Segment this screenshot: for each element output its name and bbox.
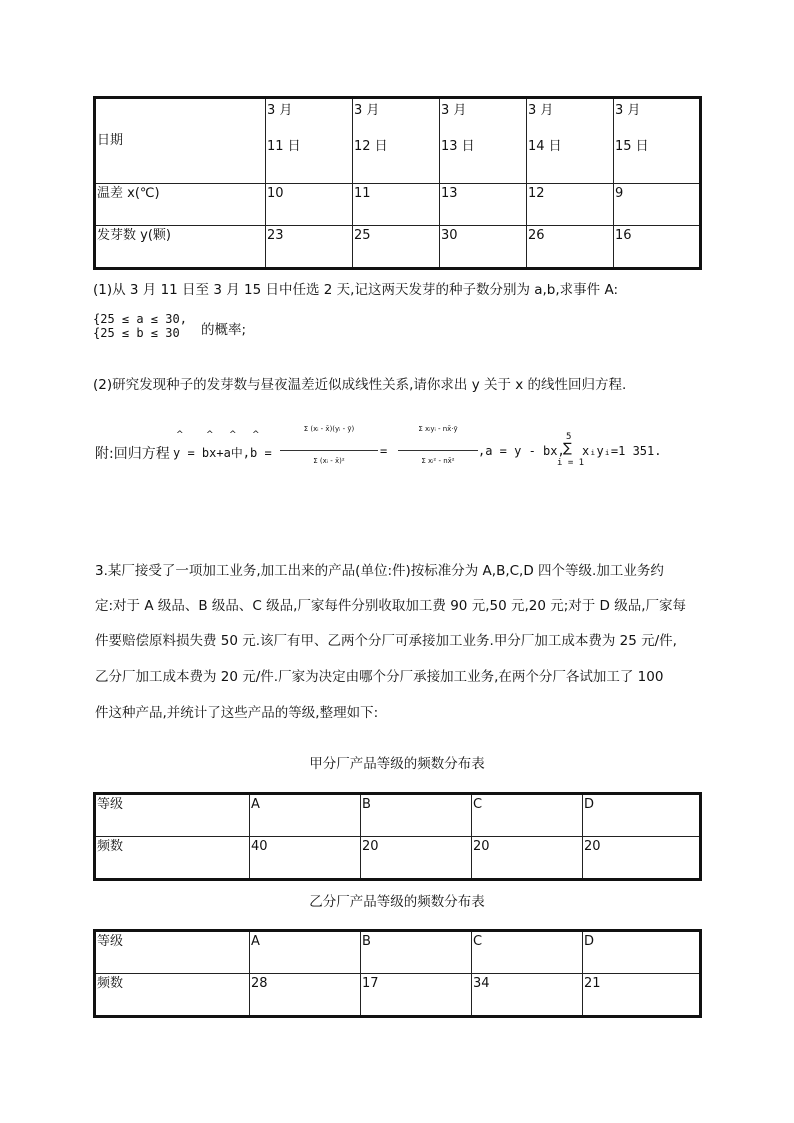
date-cell: 3 月 14 日 <box>527 98 614 184</box>
table-cell: 25 <box>353 226 440 269</box>
table-cell: 21 <box>583 974 701 1017</box>
question-2-text: (2)研究发现种子的发芽数与昼夜温差近似成线性关系,请你求出 y 关于 x 的线性回归方程. <box>93 377 627 393</box>
table-row <box>95 226 701 269</box>
sigma-icon: ∑ <box>563 441 572 456</box>
table-cell: 26 <box>527 226 614 269</box>
frac1-denominator: Σ (xᵢ - x̄)² <box>313 457 345 465</box>
table-cell: 10 <box>266 184 353 226</box>
formula-equals: = <box>380 444 388 458</box>
formula-eq2: ,a = y - bx, <box>478 444 565 458</box>
table-row <box>95 98 701 184</box>
date-cell: 3 月 11 日 <box>266 98 353 184</box>
fraction-bar <box>280 450 378 451</box>
sum-top: 5 <box>566 432 572 442</box>
table-row <box>95 837 701 880</box>
table-cell: 17 <box>361 974 472 1017</box>
problem-3-line: 定:对于 A 级品、B 级品、C 级品,厂家每件分别收取加工费 90 元,50 元,20 元;对于 D 级品,厂家每 <box>95 598 687 614</box>
condition-suffix: 的概率; <box>201 322 247 338</box>
table-cell: 28 <box>250 974 361 1017</box>
temperature-germination-table <box>93 96 702 270</box>
table-2-caption: 甲分厂产品等级的频数分布表 <box>309 756 485 772</box>
sum-expr: xᵢyᵢ=1 351. <box>582 444 662 458</box>
table-row <box>95 974 701 1017</box>
date-cell: 3 月 12 日 <box>353 98 440 184</box>
table-cell: D <box>583 931 701 974</box>
table-cell: 34 <box>472 974 583 1017</box>
problem-3-line: 乙分厂加工成本费为 20 元/件.厂家为决定由哪个分厂承接加工业务,在两个分厂各试加工了 100 <box>95 669 664 685</box>
condition-a: {25 ≤ a ≤ 30, <box>93 312 187 326</box>
date-cell: 3 月 15 日 <box>614 98 701 184</box>
table-cell: 频数 <box>95 837 250 880</box>
table-cell: B <box>361 931 472 974</box>
table-cell: 30 <box>440 226 527 269</box>
table-cell: C <box>472 794 583 837</box>
table-cell: 11 <box>353 184 440 226</box>
table-3-caption: 乙分厂产品等级的频数分布表 <box>309 894 485 910</box>
problem-3-line: 件要赔偿原料损失费 50 元.该厂有甲、乙两个分厂可承接加工业务.甲分厂加工成本费为 25 元/件, <box>95 633 677 649</box>
formula-prefix: 附:回归方程 <box>95 446 170 462</box>
frac1-numerator: Σ (xᵢ - x̄)(yᵢ - ȳ) <box>303 425 355 433</box>
table-cell: 等级 <box>95 931 250 974</box>
table-cell: 12 <box>527 184 614 226</box>
problem-3-line: 件这种产品,并统计了这些产品的等级,整理如下: <box>95 705 379 721</box>
table-row <box>95 931 701 974</box>
condition-b: {25 ≤ b ≤ 30 <box>93 326 180 340</box>
table-cell: 13 <box>440 184 527 226</box>
hat-mark: ^ <box>229 430 237 440</box>
formula-eq1: y = bx+a中,b = <box>173 446 272 460</box>
table-cell: 20 <box>583 837 701 880</box>
table-row <box>95 794 701 837</box>
table-cell: 20 <box>472 837 583 880</box>
factory-yi-frequency-table <box>93 929 702 1018</box>
table-cell: 20 <box>361 837 472 880</box>
sum-bottom: i = 1 <box>557 458 585 468</box>
hat-mark: ^ <box>206 430 214 440</box>
table-cell: C <box>472 931 583 974</box>
frac2-numerator: Σ xᵢyᵢ - nx̄·ȳ <box>418 425 458 433</box>
table-cell: 16 <box>614 226 701 269</box>
table-cell: A <box>250 931 361 974</box>
date-cell: 3 月 13 日 <box>440 98 527 184</box>
row-label: 温差 x(℃) <box>95 184 266 226</box>
fraction-bar <box>398 450 478 451</box>
table-cell: A <box>250 794 361 837</box>
hat-mark: ^ <box>176 430 184 440</box>
table-cell: 等级 <box>95 794 250 837</box>
table-cell: 40 <box>250 837 361 880</box>
table-row <box>95 184 701 226</box>
table-cell: 频数 <box>95 974 250 1017</box>
factory-jia-frequency-table <box>93 792 702 881</box>
row-label: 发芽数 y(颗) <box>95 226 266 269</box>
problem-3-line: 3.某厂接受了一项加工业务,加工出来的产品(单位:件)按标准分为 A,B,C,D 四个等级.加工业务约 <box>95 563 664 579</box>
frac2-denominator: Σ xᵢ² - nx̄² <box>421 457 455 465</box>
table-cell: D <box>583 794 701 837</box>
hat-mark: ^ <box>252 430 260 440</box>
table-cell: 23 <box>266 226 353 269</box>
table-header-cell: 日期 <box>95 98 266 184</box>
table-cell: B <box>361 794 472 837</box>
question-1-text: (1)从 3 月 11 日至 3 月 15 日中任选 2 天,记这两天发芽的种子数分别为 a,b,求事件 A: <box>93 282 619 298</box>
table-cell: 9 <box>614 184 701 226</box>
